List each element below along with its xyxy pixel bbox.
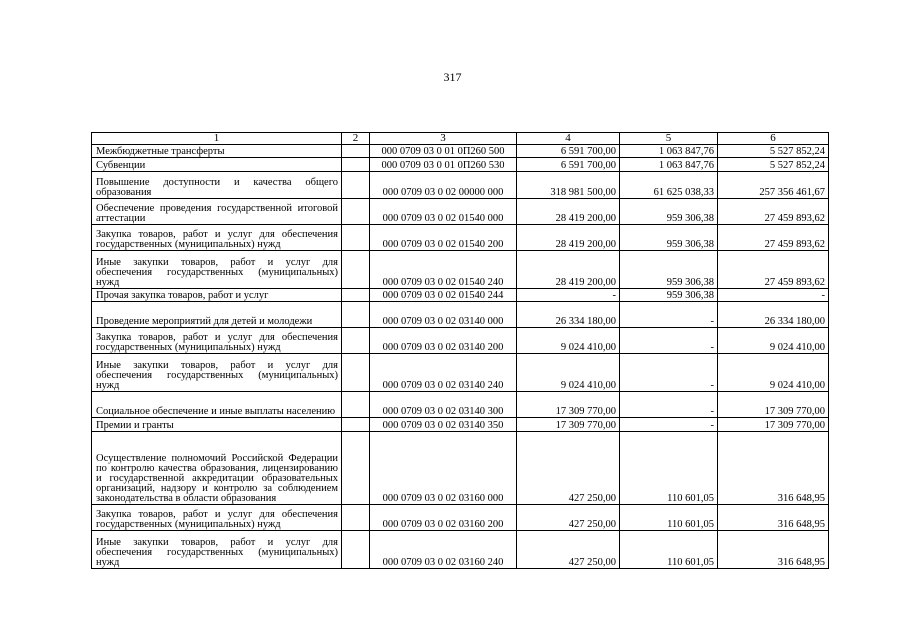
row-value-6: 27 459 893,62 <box>718 225 829 251</box>
table-row <box>92 505 829 531</box>
row-col-2 <box>342 531 370 569</box>
row-value-6: 5 527 852,24 <box>718 145 829 158</box>
row-code: 000 0709 03 0 02 03140 240 <box>370 354 517 392</box>
row-code: 000 0709 03 0 01 0П260 530 <box>370 158 517 172</box>
table-row <box>92 432 829 505</box>
row-name <box>92 251 342 289</box>
row-name-text: Иные закупки товаров, работ и услуг для обеспечения государственных (муниципальных) нужд <box>96 360 338 391</box>
row-code: 000 0709 03 0 02 03160 000 <box>370 432 517 505</box>
row-col-2 <box>342 158 370 172</box>
row-value-5: - <box>620 328 718 354</box>
row-name <box>92 302 342 328</box>
row-value-5: 959 306,38 <box>620 199 718 225</box>
row-name <box>92 531 342 569</box>
table-row <box>92 302 829 328</box>
row-name-text: Закупка товаров, работ и услуг для обеспечения государственных (муниципальных) нужд <box>96 332 338 353</box>
row-name-text: Обеспечение проведения государственной итоговой аттестации <box>96 203 338 224</box>
row-name <box>92 392 342 418</box>
table-row <box>92 418 829 432</box>
row-name <box>92 328 342 354</box>
row-col-2 <box>342 328 370 354</box>
row-code: 000 0709 03 0 02 03140 350 <box>370 418 517 432</box>
table-row <box>92 531 829 569</box>
row-col-2 <box>342 172 370 199</box>
table-row <box>92 145 829 158</box>
row-value-6: 5 527 852,24 <box>718 158 829 172</box>
table-row <box>92 289 829 302</box>
row-value-6: 27 459 893,62 <box>718 199 829 225</box>
budget-table <box>91 132 829 569</box>
row-code: 000 0709 03 0 02 03140 000 <box>370 302 517 328</box>
row-col-2 <box>342 289 370 302</box>
row-value-5: - <box>620 354 718 392</box>
row-value-5: 110 601,05 <box>620 432 718 505</box>
row-value-5: 959 306,38 <box>620 289 718 302</box>
table-row <box>92 328 829 354</box>
row-value-6: 9 024 410,00 <box>718 328 829 354</box>
row-code: 000 0709 03 0 02 03160 240 <box>370 531 517 569</box>
row-value-4: 28 419 200,00 <box>517 199 620 225</box>
page-number: 317 <box>443 70 462 84</box>
row-name-text: Иные закупки товаров, работ и услуг для обеспечения государственных (муниципальных) нужд <box>96 257 338 288</box>
row-code: 000 0709 03 0 02 01540 000 <box>370 199 517 225</box>
row-code: 000 0709 03 0 02 00000 000 <box>370 172 517 199</box>
row-value-4: 427 250,00 <box>517 432 620 505</box>
row-col-2 <box>342 354 370 392</box>
row-col-2 <box>342 251 370 289</box>
row-name-text: Повышение доступности и качества общего образования <box>96 177 338 198</box>
table-row <box>92 225 829 251</box>
row-code: 000 0709 03 0 02 03160 200 <box>370 505 517 531</box>
table-row <box>92 251 829 289</box>
row-value-5: 959 306,38 <box>620 251 718 289</box>
row-name-text: Социальное обеспечение и иные выплаты населению <box>96 406 336 417</box>
header-col-1: 1 <box>92 133 342 145</box>
row-code: 000 0709 03 0 02 03140 300 <box>370 392 517 418</box>
table-row <box>92 172 829 199</box>
row-value-6: 316 648,95 <box>718 531 829 569</box>
header-col-3: 3 <box>370 133 517 145</box>
row-name-text: Иные закупки товаров, работ и услуг для обеспечения государственных (муниципальных) нужд <box>96 537 338 568</box>
table-row <box>92 354 829 392</box>
row-col-2 <box>342 225 370 251</box>
row-col-2 <box>342 392 370 418</box>
row-name <box>92 354 342 392</box>
row-value-4: 6 591 700,00 <box>517 145 620 158</box>
row-value-5: 110 601,05 <box>620 531 718 569</box>
row-value-5: - <box>620 302 718 328</box>
row-value-6: 26 334 180,00 <box>718 302 829 328</box>
row-name-text: Закупка товаров, работ и услуг для обеспечения государственных (муниципальных) нужд <box>96 229 338 250</box>
row-value-4: 318 981 500,00 <box>517 172 620 199</box>
row-col-2 <box>342 505 370 531</box>
row-value-6: 17 309 770,00 <box>718 418 829 432</box>
row-code: 000 0709 03 0 02 01540 240 <box>370 251 517 289</box>
header-col-5: 5 <box>620 133 718 145</box>
table-row <box>92 392 829 418</box>
row-value-5: - <box>620 392 718 418</box>
row-name <box>92 505 342 531</box>
row-value-4: 17 309 770,00 <box>517 392 620 418</box>
row-value-5: 61 625 038,33 <box>620 172 718 199</box>
row-code: 000 0709 03 0 02 03140 200 <box>370 328 517 354</box>
row-value-4: 427 250,00 <box>517 531 620 569</box>
row-value-6: - <box>718 289 829 302</box>
row-value-6: 9 024 410,00 <box>718 354 829 392</box>
row-name: Прочая закупка товаров, работ и услуг <box>92 289 342 302</box>
header-row <box>92 133 829 145</box>
row-value-6: 257 356 461,67 <box>718 172 829 199</box>
row-value-6: 27 459 893,62 <box>718 251 829 289</box>
row-code: 000 0709 03 0 01 0П260 500 <box>370 145 517 158</box>
row-value-4: 6 591 700,00 <box>517 158 620 172</box>
row-code: 000 0709 03 0 02 01540 200 <box>370 225 517 251</box>
row-name-text: Закупка товаров, работ и услуг для обеспечения государственных (муниципальных) нужд <box>96 509 338 530</box>
row-value-4: 9 024 410,00 <box>517 354 620 392</box>
row-code: 000 0709 03 0 02 01540 244 <box>370 289 517 302</box>
row-col-2 <box>342 199 370 225</box>
row-value-4: 26 334 180,00 <box>517 302 620 328</box>
table-row <box>92 158 829 172</box>
row-value-4: 28 419 200,00 <box>517 225 620 251</box>
row-value-6: 316 648,95 <box>718 505 829 531</box>
row-name: Субвенции <box>92 158 342 172</box>
row-name-text: Осуществление полномочий Российской Федерации по контролю качества образования, лицензированию и государственной аккредитации образовательных организаций, надзору и контролю за соблюдением законодательства в области образования <box>96 453 338 504</box>
row-value-5: 1 063 847,76 <box>620 158 718 172</box>
row-value-5: 1 063 847,76 <box>620 145 718 158</box>
table-row <box>92 199 829 225</box>
row-name <box>92 225 342 251</box>
row-value-4: 9 024 410,00 <box>517 328 620 354</box>
row-value-5: 110 601,05 <box>620 505 718 531</box>
row-col-2 <box>342 145 370 158</box>
row-col-2 <box>342 418 370 432</box>
row-value-5: 959 306,38 <box>620 225 718 251</box>
row-name <box>92 199 342 225</box>
header-col-2: 2 <box>342 133 370 145</box>
row-name: Межбюджетные трансферты <box>92 145 342 158</box>
header-col-6: 6 <box>718 133 829 145</box>
row-value-6: 316 648,95 <box>718 432 829 505</box>
row-name <box>92 172 342 199</box>
row-name-text: Проведение мероприятий для детей и молодежи <box>96 316 313 327</box>
header-col-4: 4 <box>517 133 620 145</box>
row-value-4: 427 250,00 <box>517 505 620 531</box>
row-col-2 <box>342 302 370 328</box>
row-value-4: 28 419 200,00 <box>517 251 620 289</box>
row-value-5: - <box>620 418 718 432</box>
row-name: Премии и гранты <box>92 418 342 432</box>
row-value-4: - <box>517 289 620 302</box>
row-name <box>92 432 342 505</box>
row-value-4: 17 309 770,00 <box>517 418 620 432</box>
row-value-6: 17 309 770,00 <box>718 392 829 418</box>
row-col-2 <box>342 432 370 505</box>
